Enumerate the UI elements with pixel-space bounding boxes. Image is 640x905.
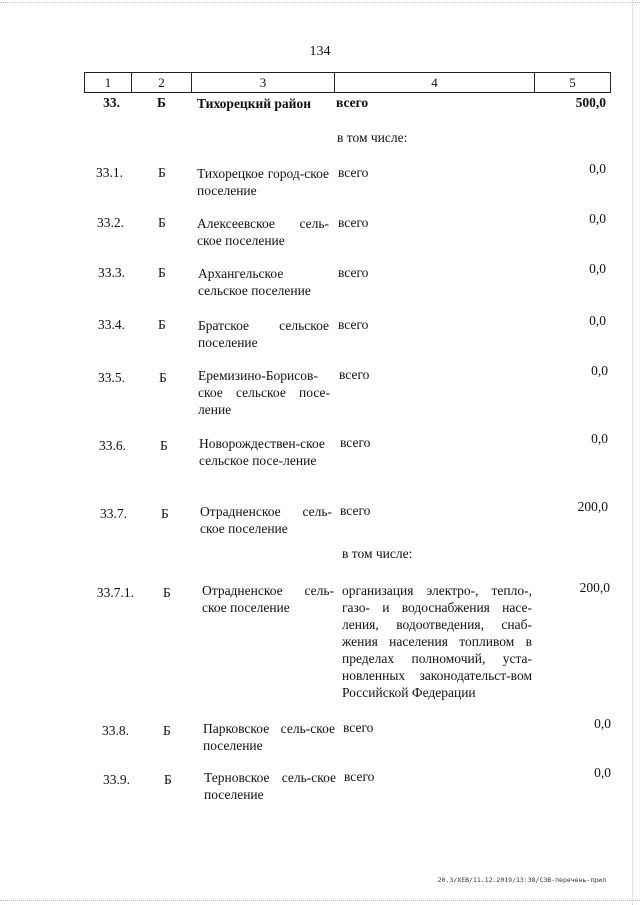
row-category: Б — [157, 95, 166, 110]
row-purpose: всего — [344, 769, 375, 784]
row-name: Тихорецкий район — [197, 96, 311, 111]
row-number: 33.8. — [102, 723, 129, 738]
subheader-including: в том числе: — [342, 546, 413, 561]
row-value: 0,0 — [591, 363, 608, 378]
row-purpose: всего — [340, 503, 371, 518]
row-name: Братское сельское поселение — [198, 318, 329, 350]
row-number: 33.6. — [99, 438, 126, 453]
header-col-5: 5 — [569, 75, 576, 90]
row-purpose: всего — [338, 215, 369, 230]
row-value: 200,0 — [579, 580, 610, 595]
row-number: 33.7.1. — [96, 585, 134, 600]
header-col-2: 2 — [132, 73, 192, 92]
row-number: 33.4. — [98, 317, 125, 332]
row-category: Б — [158, 215, 166, 230]
row-value: 0,0 — [589, 211, 606, 226]
table-header — [84, 72, 611, 93]
row-value: 0,0 — [589, 261, 606, 276]
row-name: Еремизино-Борисов-ское сельское посе-ление — [198, 368, 330, 417]
row-name: Терновское сель-ское поселение — [204, 770, 336, 802]
subheader-including: в том числе: — [337, 130, 408, 145]
row-name: Алексеевское сель-ское поселение — [197, 216, 329, 248]
row-name: Отрадненское сель-ское поселение — [202, 583, 334, 615]
page-number: 134 — [309, 44, 331, 59]
row-value: 0,0 — [594, 716, 611, 731]
row-number: 33.5. — [98, 370, 125, 385]
row-value: 0,0 — [589, 161, 606, 176]
row-number: 33.1. — [96, 165, 123, 180]
header-col-1: 1 — [85, 73, 132, 92]
row-name: Тихорецкое город-ское поселение — [197, 166, 329, 198]
scan-right-edge — [632, 0, 634, 905]
row-category: Б — [158, 265, 166, 280]
row-value: 0,0 — [589, 313, 606, 328]
row-category: Б — [158, 165, 166, 180]
row-number: 33.3. — [98, 265, 125, 280]
row-category: Б — [158, 317, 166, 332]
row-name: Архангельское сельское поселение — [198, 266, 311, 298]
row-category: Б — [163, 723, 171, 738]
row-value: 0,0 — [591, 431, 608, 446]
row-value: 200,0 — [577, 499, 608, 514]
row-number: 33.2. — [97, 215, 124, 230]
row-category: Б — [163, 585, 171, 600]
scan-bottom-edge — [0, 900, 640, 902]
row-purpose: всего — [338, 317, 369, 332]
row-value: 0,0 — [594, 765, 611, 780]
row-name: Парковское сель-ское поселение — [203, 721, 335, 753]
row-name: Отрадненское сель-ское поселение — [200, 504, 332, 536]
row-category: Б — [164, 772, 172, 787]
row-number: 33. — [103, 95, 120, 110]
row-name: Новорождествен-ское сельское посе-ление — [199, 436, 325, 468]
row-purpose: всего — [338, 165, 369, 180]
header-col-4: 4 — [335, 73, 535, 92]
row-purpose: всего — [339, 367, 370, 382]
row-purpose: организация электро-, тепло-, газо- и водоснабжения насе-ления, водоотведения, снаб-жения населения топливом в пределах полномочий, уста-новленных законодательст-вом Российской Федерации — [342, 583, 532, 700]
scan-top-edge — [0, 2, 640, 4]
header-col-3: 3 — [192, 73, 335, 92]
row-purpose: всего — [338, 265, 369, 280]
row-number: 33.9. — [103, 772, 130, 787]
row-value: 500,0 — [575, 95, 606, 110]
document-footer-code: 20.3/ХЕВ/11.12.2019/13:38/С3В-перечень-прил — [437, 876, 606, 884]
row-purpose: всего — [343, 720, 374, 735]
row-category: Б — [159, 370, 167, 385]
row-number: 33.7. — [100, 506, 127, 521]
row-category: Б — [160, 438, 168, 453]
row-purpose: всего — [336, 95, 369, 110]
row-category: Б — [161, 506, 169, 521]
row-purpose: всего — [340, 435, 371, 450]
